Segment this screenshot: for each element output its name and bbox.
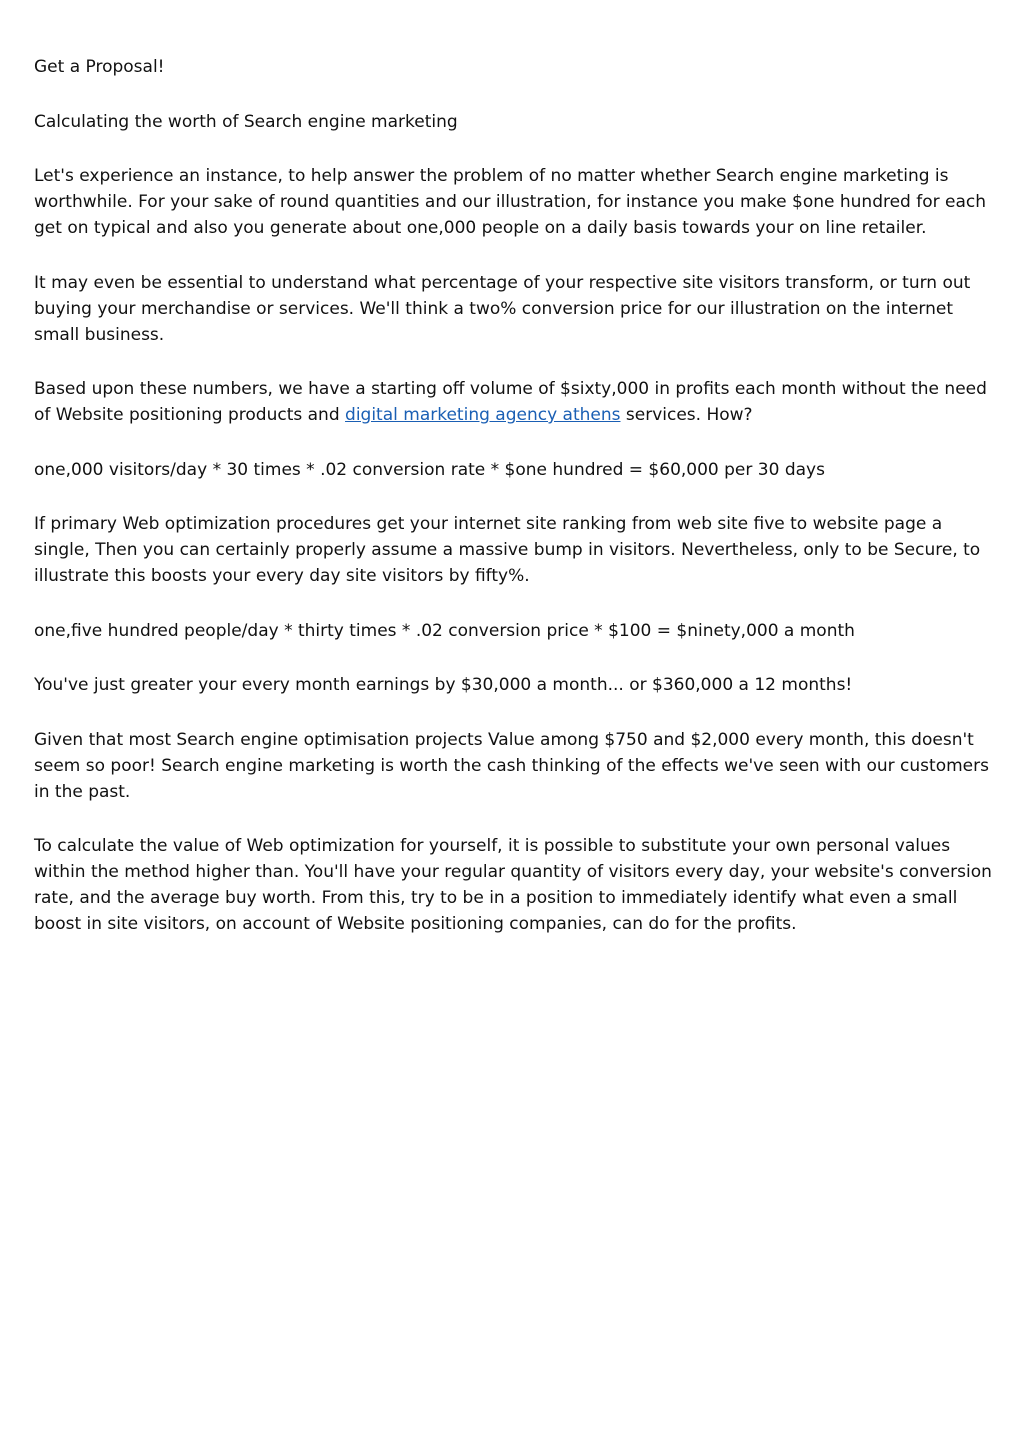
formula-baseline: one,000 visitors/day * 30 times * .02 conversion rate * $one hundred = $60,000 per 30 days [34, 459, 825, 480]
paragraph-project-cost: Given that most Search engine optimisation projects Value among $750 and $2,000 every month, this doesn't seem so poor! Search engine marketing is worth the cash thinking of the effects we've seen with our customers in the past. [34, 729, 989, 802]
paragraph-earnings-increase: You've just greater your every month earnings by $30,000 a month... or $360,000 a 12 months! [34, 675, 853, 695]
paragraph-ranking-boost: If primary Web optimization procedures get your internet site ranking from web site five to website page a single, Then you can certainly properly assume a massive bump in visitors. Nevertheless, only to be Secure, to illustrate this boosts your every day site visitors by fifty%. [34, 514, 981, 586]
paragraph-baseline-before: Based upon these numbers, we have a starting off volume of $sixty,000 in profits each month without the need of Website positioning products and [34, 379, 987, 425]
paragraph-baseline-after: services. How? [620, 405, 753, 425]
agency-link[interactable]: digital marketing agency athens [345, 405, 621, 425]
paragraph-calculate-value: To calculate the value of Web optimization for yourself, it is possible to substitute your own personal values within the method higher than. You'll have your regular quantity of visitors every day, your website's conversion rate, and the average buy worth. From this, try to be in a position to immediately identify what even a small boost in site visitors, on account of Website positioning companies, can do for the profits. [34, 836, 992, 934]
proposal-heading: Get a Proposal! [34, 57, 165, 77]
paragraph-baseline [34, 376, 994, 428]
paragraph-conversion: It may even be essential to understand what percentage of your respective site visitors transform, or turn out buying your merchandise or services. We'll think a two% conversion price for our illustration on the internet small business. [34, 272, 971, 345]
document-page [34, 54, 994, 966]
section-title: Calculating the worth of Search engine marketing [34, 111, 458, 132]
paragraph-example-intro: Let's experience an instance, to help answer the problem of no matter whether Search engine marketing is worthwhile. For your sake of round quantities and our illustration, for instance you make $one hundred for each get on typical and also you generate about one,000 people on a daily basis towards your on line retailer. [34, 166, 987, 238]
formula-boosted: one,five hundred people/day * thirty times * .02 conversion price * $100 = $ninety,000 a month [34, 620, 855, 641]
